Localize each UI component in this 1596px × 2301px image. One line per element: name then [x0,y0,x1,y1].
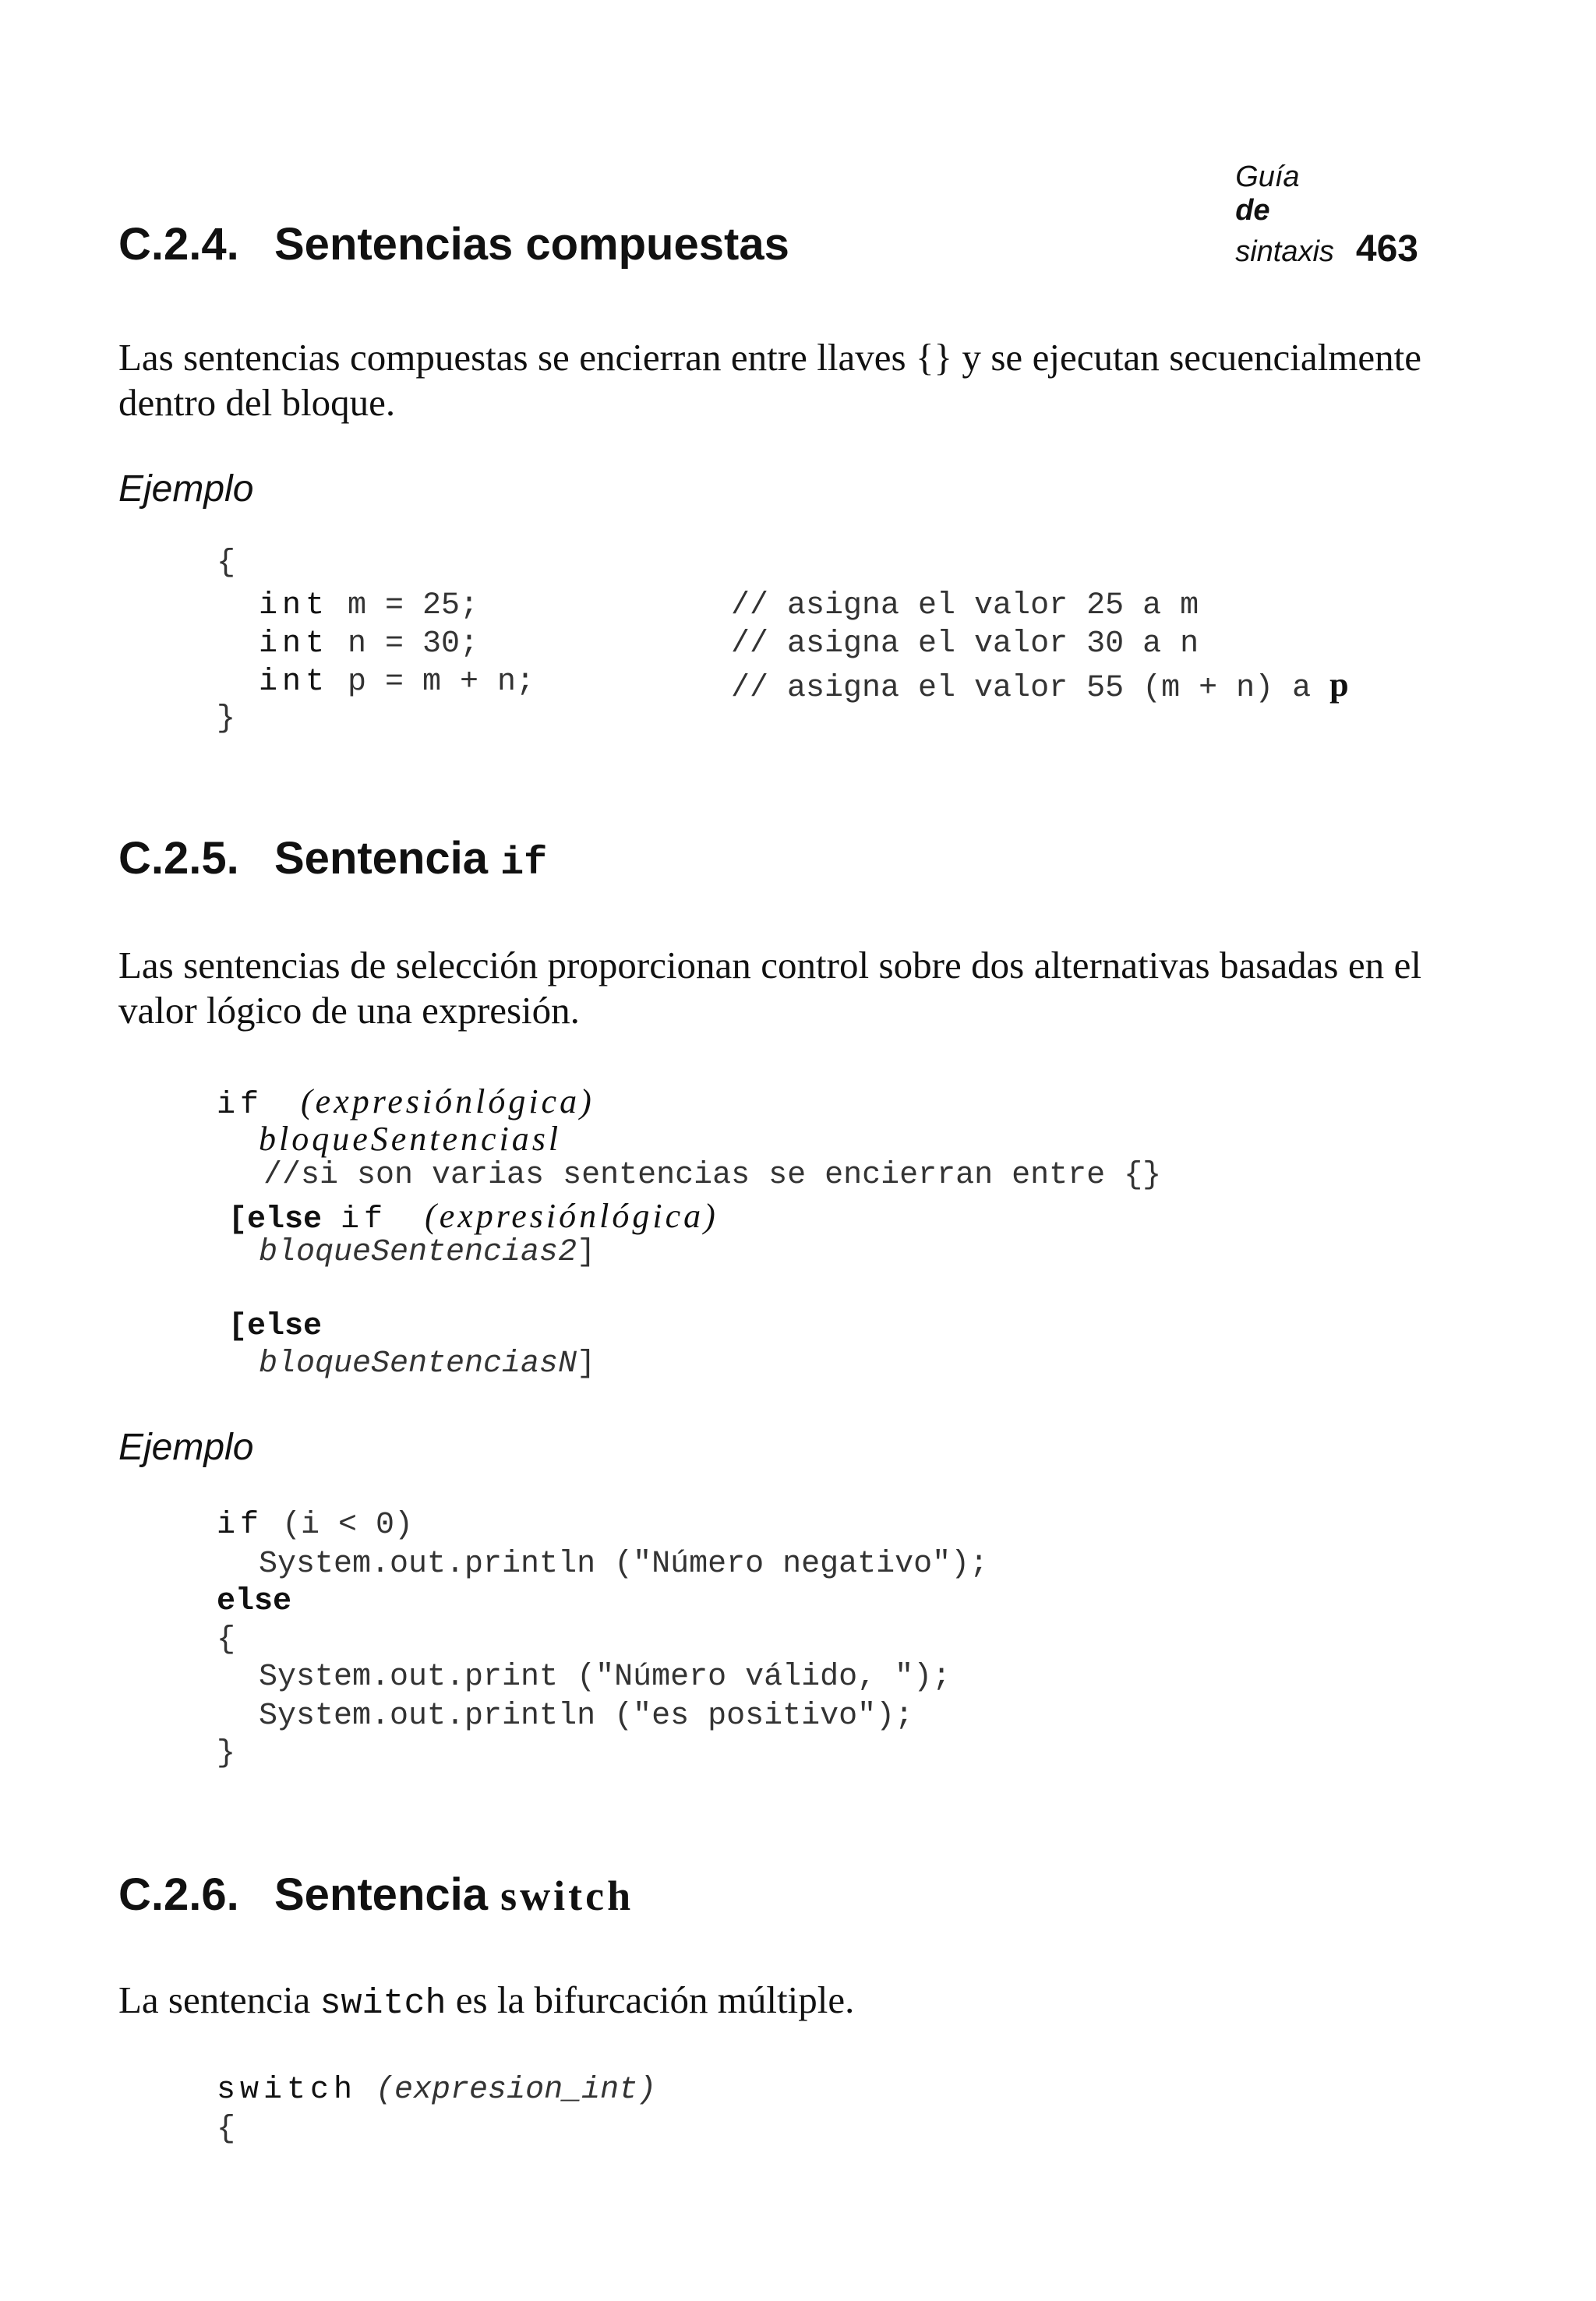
syntax-line [259,1346,595,1382]
section-title: Sentencia [274,1869,488,1920]
code-bold: else [217,1584,292,1619]
inline-code: switch [320,1984,447,2024]
running-header [1219,127,1418,270]
code-bold: [else [228,1309,323,1344]
code-comment-text: // asigna el valor 55 (m + n) a [731,671,1330,706]
section-number: C.2.6. [118,1869,239,1920]
code-bold: [else [228,1202,323,1237]
code-placeholder: (expresion_int) [357,2073,657,2108]
code-line: { [217,545,236,581]
example-label: Ejemplo [118,1427,254,1468]
code-line: } [217,701,236,736]
example-label: Ejemplo [118,468,254,510]
code-line [259,665,535,700]
code-keyword: int [259,626,330,662]
code-line: { [217,1622,236,1657]
paragraph-compound: Las sentencias compuestas se encierran entre llaves {} y se ejecutan secuencialmente dentro del bloque. [118,336,1421,424]
syntax-line [228,1196,719,1237]
code-comment [731,665,1349,706]
code-keyword: if [217,1508,264,1543]
section-title-code: if [500,842,548,886]
code-keyword: switch [217,2073,358,2108]
running-title-part: Guía [1235,161,1300,193]
section-title: Sentencia [274,833,488,884]
section-heading-c25 [118,832,547,886]
syntax-line [259,1235,595,1270]
syntax-line [217,1082,595,1123]
paragraph-switch [118,1978,1421,2027]
code-bracket: ] [577,1235,596,1270]
code-line [259,626,478,662]
paragraph-text: La sentencia [118,1978,311,2021]
code-placeholder: (expresiónlógica) [301,1082,595,1121]
code-text: p = m + n; [329,665,535,700]
section-title-code: switch [500,1872,634,1919]
code-text: (i < 0) [263,1508,414,1543]
page-number: 463 [1355,228,1418,270]
section-heading-c24 [118,218,789,270]
code-keyword: if [341,1202,388,1237]
running-title-part: sintaxis [1235,235,1334,268]
code-line: { [217,2112,236,2147]
code-text: n = 30; [329,626,479,662]
paragraph-text: es la bifurcación múltiple. [455,1978,855,2021]
code-line [217,2073,656,2108]
code-line: System.out.println ("es positivo"); [259,1699,914,1734]
paragraph-if: Las sentencias de selección proporcionan control sobre dos alternativas basadas en el valor lógico de una expresión. [118,944,1421,1032]
code-keyword: int [259,588,330,623]
code-bold-var: p [1329,665,1349,704]
code-line: } [217,1736,236,1771]
code-bracket: ] [577,1346,596,1382]
code-text: m = 25; [329,588,479,623]
code-comment: // asigna el valor 25 a m [731,588,1199,623]
code-line [217,1584,291,1619]
code-placeholder: (expresiónlógica) [425,1197,719,1235]
code-comment: // asigna el valor 30 a n [731,626,1199,662]
code-placeholder: bloqueSentenciasl [259,1120,562,1158]
code-line: System.out.print ("Número válido, "); [259,1660,952,1695]
running-title-part: de [1235,194,1270,227]
code-keyword: int [259,665,330,700]
section-number: C.2.4. [118,219,239,270]
code-line [259,588,478,623]
section-number: C.2.5. [118,833,239,884]
code-placeholder: bloqueSentenciasN [259,1346,577,1382]
code-line [217,1508,413,1543]
section-heading-c26 [118,1869,634,1921]
code-line: System.out.println ("Número negativo"); [259,1547,989,1582]
syntax-line [228,1309,322,1344]
syntax-line [259,1119,561,1160]
section-title: Sentencias compuestas [274,219,789,270]
syntax-comment: //si son varias sentencias se encierran entre {} [263,1158,1162,1193]
code-keyword: if [217,1088,264,1123]
code-placeholder: bloqueSentencias2 [259,1235,577,1270]
